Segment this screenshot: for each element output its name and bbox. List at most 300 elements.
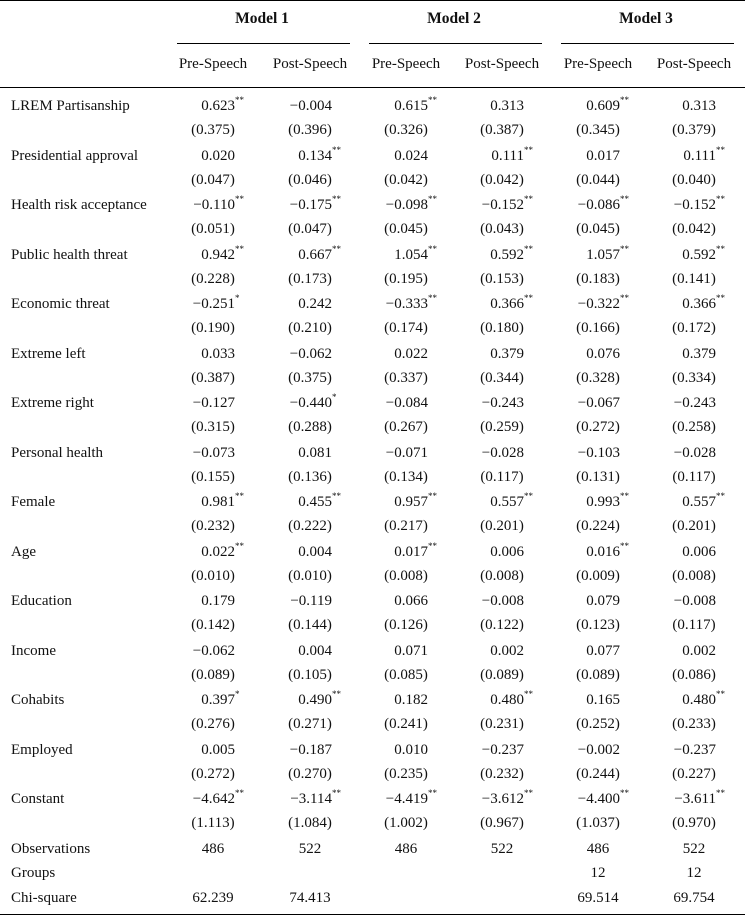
coefficient-value: 0.179 <box>201 593 235 609</box>
standard-error-cell: (0.183) <box>576 270 620 287</box>
standard-error-cell: (0.047) <box>191 171 235 188</box>
coefficient-cell <box>284 491 352 511</box>
coefficient-cell <box>284 144 352 165</box>
coefficient-value: 0.010 <box>394 741 428 758</box>
coefficient-cell <box>476 445 544 462</box>
standard-error-cell: (0.334) <box>672 369 716 386</box>
coefficient-value: 0.957 <box>394 494 428 510</box>
standard-error-cell: (0.267) <box>384 419 428 435</box>
coefficient-value: −0.152 <box>481 197 524 213</box>
coefficient-cell <box>476 395 544 412</box>
table-row <box>0 742 745 766</box>
coefficient-value: −0.251 <box>192 296 235 312</box>
coefficient-value: −3.612 <box>481 791 524 807</box>
coefficient-value: −0.110 <box>193 197 235 213</box>
significance-stars: ** <box>620 540 629 551</box>
significance-stars: ** <box>716 491 725 501</box>
coefficient-cell <box>668 194 736 214</box>
standard-error-cell: (0.276) <box>191 716 235 732</box>
coefficient-cell <box>187 148 255 165</box>
coefficient-cell <box>380 95 448 115</box>
significance-stars: * <box>235 293 240 303</box>
significance-stars: ** <box>524 689 533 699</box>
significance-stars: ** <box>428 95 437 105</box>
coefficient-cell <box>476 742 544 759</box>
standard-error-cell: (0.201) <box>672 518 716 534</box>
coefficient-cell <box>284 346 352 363</box>
coefficient-value: −4.419 <box>385 791 428 807</box>
coefficient-value: −0.440 <box>289 395 332 411</box>
table-bottom-rule <box>0 914 745 915</box>
coefficient-value: 1.054 <box>394 246 428 263</box>
significance-stars: ** <box>332 788 341 798</box>
coefficient-value: 0.609 <box>586 98 620 114</box>
standard-error-cell: (0.089) <box>480 666 524 683</box>
coefficient-cell <box>668 544 736 561</box>
standard-error-row <box>0 617 745 641</box>
stats-value: 486 <box>201 841 225 857</box>
standard-error-cell: (0.180) <box>480 320 524 336</box>
standard-error-cell: (0.046) <box>288 171 332 188</box>
coefficient-value: −0.237 <box>481 741 524 758</box>
coefficient-value: 0.002 <box>682 642 716 659</box>
standard-error-cell: (0.326) <box>384 122 428 138</box>
coefficient-value: −4.642 <box>192 791 235 807</box>
coefficient-cell <box>572 243 640 264</box>
standard-error-cell: (0.008) <box>672 567 716 584</box>
standard-error-cell: (1.002) <box>384 815 428 831</box>
standard-error-cell: (0.086) <box>672 666 716 683</box>
coefficient-value: 0.017 <box>586 147 620 164</box>
column-header-3: Pre-Speech <box>371 56 441 72</box>
coefficient-value: 0.490 <box>298 692 332 708</box>
standard-error-cell: (0.217) <box>384 518 428 534</box>
row-label: Extreme right <box>11 395 94 411</box>
table-row <box>0 540 745 568</box>
coefficient-value: 0.111 <box>491 147 524 164</box>
row-label: Female <box>11 494 56 510</box>
standard-error-cell: (0.271) <box>288 716 332 732</box>
standard-error-row <box>0 518 745 542</box>
row-label: Education <box>11 593 72 609</box>
coefficient-value: 0.111 <box>683 147 716 164</box>
standard-error-cell: (0.085) <box>384 666 428 683</box>
coefficient-value: 0.005 <box>201 741 235 758</box>
stats-value: 74.413 <box>289 890 331 906</box>
coefficient-cell <box>476 544 544 561</box>
coefficient-cell <box>572 540 640 561</box>
standard-error-cell: (0.345) <box>576 122 620 138</box>
coefficient-value: −0.004 <box>289 98 332 114</box>
standard-error-cell: (0.134) <box>384 468 428 485</box>
coefficient-cell <box>187 788 255 808</box>
column-header-4: Post-Speech <box>464 56 540 72</box>
coefficient-cell <box>380 643 448 660</box>
standard-error-cell: (0.259) <box>480 419 524 435</box>
stats-row <box>0 841 745 865</box>
significance-stars: ** <box>332 144 341 155</box>
standard-error-cell: (0.272) <box>191 765 235 782</box>
coefficient-value: 0.006 <box>490 543 524 560</box>
row-label: Public health threat <box>11 246 128 263</box>
coefficient-value: 0.024 <box>394 147 428 164</box>
coefficient-cell <box>380 395 448 412</box>
coefficient-cell <box>187 346 255 363</box>
coefficient-value: 0.002 <box>490 642 524 659</box>
coefficient-value: −0.084 <box>385 395 428 411</box>
coefficient-cell <box>476 689 544 709</box>
standard-error-cell: (0.123) <box>576 617 620 633</box>
stats-value: 69.754 <box>673 890 715 906</box>
standard-error-cell: (0.166) <box>576 320 620 336</box>
significance-stars: ** <box>235 95 244 105</box>
model-underline-1 <box>177 43 350 44</box>
coefficient-cell <box>284 98 352 115</box>
coefficient-cell <box>380 148 448 165</box>
standard-error-cell: (0.375) <box>288 369 332 386</box>
significance-stars: ** <box>524 194 533 204</box>
coefficient-cell <box>380 346 448 363</box>
table-row <box>0 194 745 221</box>
standard-error-cell: (0.227) <box>672 765 716 782</box>
stats-value: 486 <box>586 841 610 857</box>
coefficient-cell <box>284 392 352 412</box>
standard-error-cell: (0.008) <box>480 567 524 584</box>
standard-error-row <box>0 172 745 196</box>
significance-stars: ** <box>716 144 725 155</box>
coefficient-cell <box>668 643 736 660</box>
coefficient-cell <box>668 346 736 363</box>
coefficient-cell <box>284 593 352 610</box>
standard-error-cell: (0.155) <box>191 468 235 485</box>
stats-row <box>0 890 745 914</box>
coefficient-cell <box>187 491 255 511</box>
significance-stars: ** <box>332 491 341 501</box>
coefficient-value: −0.062 <box>192 642 235 659</box>
standard-error-cell: (0.122) <box>480 617 524 633</box>
coefficient-cell <box>284 689 352 709</box>
standard-error-cell: (0.387) <box>191 369 235 386</box>
table-row <box>0 643 745 667</box>
significance-stars: ** <box>428 540 437 551</box>
coefficient-value: 0.667 <box>298 246 332 263</box>
standard-error-cell: (1.037) <box>576 815 620 831</box>
coefficient-value: −0.175 <box>289 197 332 213</box>
significance-stars: ** <box>716 293 725 303</box>
coefficient-value: 0.981 <box>201 494 235 510</box>
coefficient-value: 0.079 <box>586 593 620 609</box>
coefficient-cell <box>668 98 736 115</box>
coefficient-value: 0.592 <box>490 246 524 263</box>
coefficient-cell <box>284 788 352 808</box>
standard-error-cell: (0.337) <box>384 369 428 386</box>
coefficient-value: 0.134 <box>298 147 332 164</box>
significance-stars: ** <box>620 243 629 254</box>
standard-error-cell: (0.042) <box>480 171 524 188</box>
standard-error-row <box>0 815 745 839</box>
significance-stars: ** <box>524 293 533 303</box>
coefficient-cell <box>284 243 352 264</box>
coefficient-value: 0.022 <box>394 345 428 362</box>
coefficient-value: −4.400 <box>577 791 620 807</box>
stats-label: Observations <box>11 841 91 857</box>
coefficient-value: 0.623 <box>201 98 235 114</box>
significance-stars: ** <box>428 293 437 303</box>
coefficient-cell <box>572 643 640 660</box>
standard-error-row <box>0 419 745 443</box>
coefficient-cell <box>668 144 736 165</box>
stats-value: 522 <box>682 841 706 857</box>
standard-error-cell: (0.967) <box>480 815 524 831</box>
coefficient-cell <box>572 194 640 214</box>
coefficient-value: 0.004 <box>298 642 332 659</box>
standard-error-cell: (0.244) <box>576 765 620 782</box>
significance-stars: ** <box>620 788 629 798</box>
coefficient-cell <box>572 692 640 709</box>
standard-error-cell: (0.190) <box>191 320 235 336</box>
significance-stars: ** <box>716 788 725 798</box>
coefficient-value: 0.081 <box>298 444 332 461</box>
coefficient-value: 0.076 <box>586 345 620 362</box>
coefficient-cell <box>187 243 255 264</box>
standard-error-cell: (0.252) <box>576 716 620 732</box>
significance-stars: ** <box>620 491 629 501</box>
coefficient-cell <box>187 742 255 759</box>
coefficient-cell <box>476 144 544 165</box>
coefficient-cell <box>476 346 544 363</box>
significance-stars: * <box>332 392 337 402</box>
coefficient-cell <box>668 491 736 511</box>
coefficient-value: 0.993 <box>586 494 620 510</box>
coefficient-cell <box>572 445 640 462</box>
standard-error-cell: (0.210) <box>288 320 332 336</box>
standard-error-cell: (0.375) <box>191 122 235 138</box>
coefficient-value: 0.077 <box>586 642 620 659</box>
table-row <box>0 95 745 122</box>
standard-error-row <box>0 370 745 394</box>
standard-error-cell: (0.396) <box>288 122 332 138</box>
coefficient-value: 0.480 <box>490 692 524 708</box>
significance-stars: ** <box>620 95 629 105</box>
standard-error-cell: (0.328) <box>576 369 620 386</box>
standard-error-cell: (0.232) <box>480 765 524 782</box>
coefficient-value: 0.557 <box>490 494 524 510</box>
stats-label: Chi-square <box>11 890 77 906</box>
coefficient-cell <box>476 194 544 214</box>
coefficient-cell <box>668 788 736 808</box>
coefficient-cell <box>284 544 352 561</box>
column-header-6: Post-Speech <box>656 56 732 72</box>
standard-error-row <box>0 568 745 592</box>
standard-error-cell: (0.970) <box>672 815 716 831</box>
coefficient-value: −0.067 <box>577 395 620 411</box>
coefficient-value: −0.119 <box>290 593 332 609</box>
model-title-3: Model 3 <box>619 10 673 27</box>
coefficient-cell <box>668 243 736 264</box>
coefficient-cell <box>572 95 640 115</box>
row-label: LREM Partisanship <box>11 98 130 114</box>
coefficient-value: 0.366 <box>682 296 716 312</box>
coefficient-cell <box>572 742 640 759</box>
coefficient-value: 0.379 <box>682 345 716 362</box>
coefficient-value: 0.022 <box>201 543 235 560</box>
coefficient-value: 0.182 <box>394 692 428 708</box>
table-row <box>0 346 745 370</box>
standard-error-cell: (0.047) <box>288 221 332 237</box>
coefficient-cell <box>187 395 255 412</box>
significance-stars: * <box>235 689 240 699</box>
standard-error-cell: (0.126) <box>384 617 428 633</box>
standard-error-cell: (0.043) <box>480 221 524 237</box>
coefficient-cell <box>187 293 255 313</box>
standard-error-cell: (0.131) <box>576 468 620 485</box>
coefficient-cell <box>476 788 544 808</box>
coefficient-value: −0.103 <box>577 444 620 461</box>
significance-stars: ** <box>235 491 244 501</box>
coefficient-value: −0.073 <box>192 444 235 461</box>
coefficient-cell <box>476 593 544 610</box>
row-label: Personal health <box>11 444 104 461</box>
standard-error-cell: (0.222) <box>288 518 332 534</box>
standard-error-cell: (0.228) <box>191 270 235 287</box>
table-row <box>0 144 745 172</box>
coefficient-cell <box>572 395 640 412</box>
standard-error-cell: (0.010) <box>191 567 235 584</box>
significance-stars: ** <box>428 788 437 798</box>
standard-error-cell: (0.105) <box>288 666 332 683</box>
coefficient-cell <box>572 788 640 808</box>
coefficient-cell <box>187 643 255 660</box>
stats-value: 69.514 <box>577 890 619 906</box>
standard-error-row <box>0 122 745 146</box>
coefficient-value: −0.028 <box>481 444 524 461</box>
standard-error-cell: (0.010) <box>288 567 332 584</box>
coefficient-cell <box>380 491 448 511</box>
coefficient-cell <box>668 395 736 412</box>
coefficient-value: 0.066 <box>394 593 428 609</box>
row-label: Employed <box>11 741 73 758</box>
significance-stars: ** <box>235 788 244 798</box>
standard-error-cell: (0.045) <box>576 221 620 237</box>
standard-error-cell: (0.051) <box>191 221 235 237</box>
coefficient-value: 0.557 <box>682 494 716 510</box>
coefficient-value: −0.062 <box>289 345 332 362</box>
standard-error-cell: (0.172) <box>672 320 716 336</box>
coefficient-value: 0.942 <box>201 246 235 263</box>
standard-error-cell: (0.233) <box>672 716 716 732</box>
significance-stars: ** <box>332 243 341 254</box>
coefficient-cell <box>284 445 352 462</box>
significance-stars: ** <box>332 194 341 204</box>
standard-error-cell: (1.113) <box>191 815 235 831</box>
coefficient-value: 0.006 <box>682 543 716 560</box>
coefficient-value: −0.086 <box>577 197 620 213</box>
table-row <box>0 293 745 320</box>
coefficient-cell <box>668 742 736 759</box>
coefficient-cell <box>380 593 448 610</box>
coefficient-cell <box>380 445 448 462</box>
coefficient-cell <box>284 296 352 313</box>
significance-stars: ** <box>332 689 341 699</box>
coefficient-value: −0.008 <box>673 593 716 609</box>
standard-error-cell: (0.044) <box>576 171 620 188</box>
standard-error-cell: (0.117) <box>480 468 524 485</box>
row-label: Economic threat <box>11 296 110 312</box>
standard-error-cell: (0.042) <box>672 221 716 237</box>
significance-stars: ** <box>620 293 629 303</box>
coefficient-cell <box>572 148 640 165</box>
standard-error-cell: (0.144) <box>288 617 332 633</box>
model-title-2: Model 2 <box>427 10 481 27</box>
stats-row <box>0 865 745 889</box>
coefficient-value: −0.071 <box>385 444 428 461</box>
standard-error-cell: (0.231) <box>480 716 524 732</box>
row-label: Cohabits <box>11 692 65 708</box>
coefficient-value: 0.165 <box>586 692 620 708</box>
coefficient-value: 0.313 <box>682 98 716 114</box>
coefficient-cell <box>380 194 448 214</box>
standard-error-cell: (0.009) <box>576 567 620 584</box>
coefficient-value: 0.071 <box>394 642 428 659</box>
coefficient-value: −0.152 <box>673 197 716 213</box>
significance-stars: ** <box>235 243 244 254</box>
coefficient-value: −0.028 <box>673 444 716 461</box>
coefficient-cell <box>476 491 544 511</box>
coefficient-value: 0.397 <box>201 692 235 708</box>
coefficient-value: −0.008 <box>481 593 524 609</box>
coefficient-cell <box>476 643 544 660</box>
standard-error-row <box>0 320 745 344</box>
standard-error-cell: (0.272) <box>576 419 620 435</box>
table-row <box>0 445 745 469</box>
coefficient-cell <box>572 346 640 363</box>
standard-error-cell: (0.387) <box>480 122 524 138</box>
coefficient-value: 0.379 <box>490 345 524 362</box>
standard-error-cell: (0.174) <box>384 320 428 336</box>
significance-stars: ** <box>716 194 725 204</box>
model-underline-2 <box>369 43 542 44</box>
standard-error-row <box>0 469 745 493</box>
coefficient-value: 0.016 <box>586 543 620 560</box>
coefficient-cell <box>187 540 255 561</box>
header-separator-rule <box>0 87 745 88</box>
row-label: Age <box>11 543 36 560</box>
standard-error-cell: (0.235) <box>384 765 428 782</box>
coefficient-cell <box>380 293 448 313</box>
coefficient-value: 0.592 <box>682 246 716 263</box>
coefficient-cell <box>187 593 255 610</box>
significance-stars: ** <box>428 194 437 204</box>
column-header-2: Post-Speech <box>272 56 348 72</box>
coefficient-value: −0.187 <box>289 741 332 758</box>
coefficient-cell <box>380 540 448 561</box>
column-header-5: Pre-Speech <box>563 56 633 72</box>
significance-stars: ** <box>428 491 437 501</box>
coefficient-cell <box>380 243 448 264</box>
significance-stars: ** <box>524 243 533 254</box>
coefficient-cell <box>380 788 448 808</box>
coefficient-cell <box>668 293 736 313</box>
table-row <box>0 392 745 419</box>
coefficient-value: −0.237 <box>673 741 716 758</box>
table-row <box>0 243 745 271</box>
coefficient-cell <box>284 742 352 759</box>
standard-error-cell: (0.270) <box>288 765 332 782</box>
coefficient-cell <box>284 194 352 214</box>
standard-error-cell: (0.142) <box>191 617 235 633</box>
table-row <box>0 788 745 815</box>
coefficient-cell <box>572 593 640 610</box>
